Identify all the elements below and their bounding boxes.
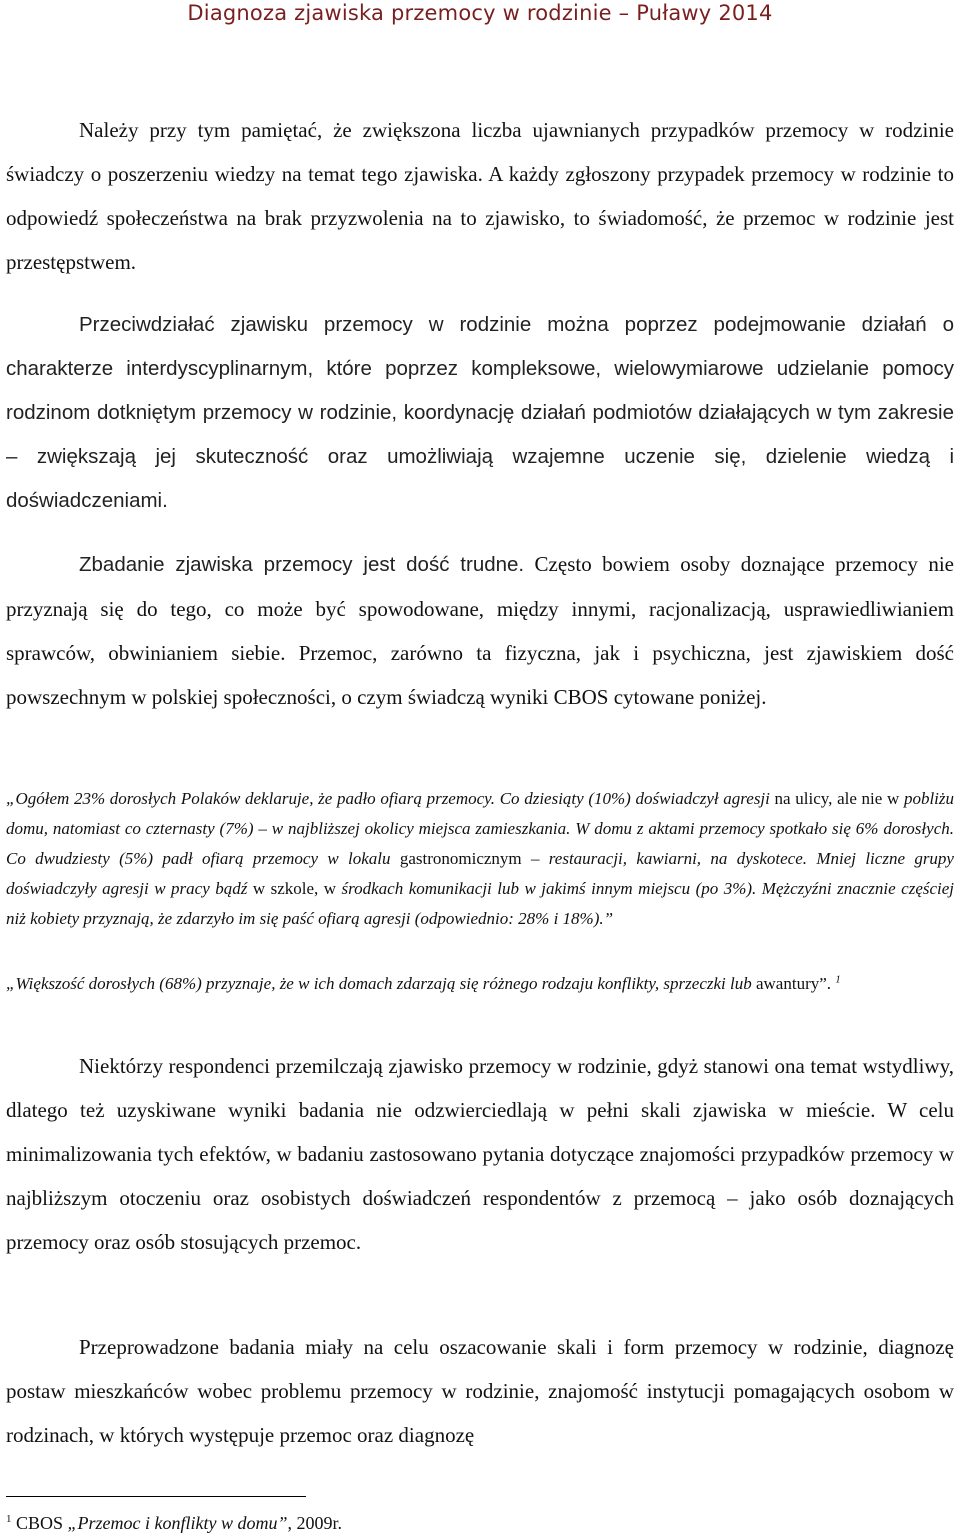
paragraph-difficulty-lead: Zbadanie zjawiska przemocy jest dość trudne.: [79, 553, 525, 576]
footnote-divider: [6, 1496, 306, 1497]
paragraph-difficulty-body: Często bowiem osoby doznające przemocy nie przyznają się do tego, co może być spowodowane, między innymi, racjonalizacją, usprawiedliwianiem sprawców, obwinianiem siebie. Przemoc, zarówno ta fizyczna, jak i psychiczna, jest zjawiskiem dość powszechnym w polskiej społeczności, o czym świadczą wyniki CBOS cytowane poniżej.: [6, 552, 954, 709]
footnote: [6, 1511, 342, 1535]
quote1-part-f: w szkole, w: [252, 879, 342, 898]
quote2-part-a: „Większość dorosłych (68%) przyznaje, że w ich domach zdarzają się różnego rodzaju konflikty, sprzeczki lub: [6, 974, 756, 993]
footnote-number: 1: [6, 1513, 12, 1525]
paragraph-difficulty: [6, 542, 954, 719]
paragraph-respondents: Niektórzy respondenci przemilczają zjawisko przemocy w rodzinie, gdyż stanowi ona temat wstydliwy, dlatego też uzyskiwane wyniki badania nie odzwierciedlają w pełni skali zjawiska w mieście. W celu minimalizowania tych efektów, w badaniu zastosowano pytania dotyczące znajomości przypadków przemocy w najbliższym otoczeniu oraz osobistych doświadczeń respondentów z przemocą – jako osób doznających przemocy oraz osób stosujących przemoc.: [6, 1054, 954, 1254]
paragraph-research-goals: Przeprowadzone badania miały na celu oszacowanie skali i form przemocy w rodzinie, diagnozę postaw mieszkańców wobec problemu przemocy w rodzinie, znajomość instytucji pomagających osobom w rodzinach, w których występuje przemoc oraz diagnozę: [6, 1335, 954, 1447]
running-header: Diagnoza zjawiska przemocy w rodzinie – Puławy 2014: [187, 1, 773, 25]
quote1-part-d: gastronomicznym: [399, 849, 522, 868]
quote2-part-b: awantury”.: [755, 974, 832, 993]
quote1-part-c: pobliżu domu, natomiast co czternasty (7%) – w najbliższej okolicy miejsca zamieszkania. W domu z aktami przemocy spotkało się 6% dorosłych. Co dwudziesty (5%) padł ofiarą przemocy w lokalu: [6, 789, 954, 868]
footnote-ref[interactable]: 1: [835, 973, 841, 986]
footnote-title: „Przemoc i konflikty w domu”: [67, 1513, 288, 1533]
footnote-year: , 2009r.: [287, 1513, 343, 1533]
cbos-quote-1: [6, 784, 954, 934]
quote1-part-g: środkach komunikacji lub w jakimś innym miejscu (po 3%). Mężczyźni znacznie częściej niż kobiety przyznają, że zdarzyło im się paść ofiarą agresji (odpowiednio: 28% i 18%).”: [6, 879, 955, 928]
quote1-part-e: – restauracji, kawiarni, na dyskotece. Mniej liczne grupy doświadczyły agresji w pracy bądź: [6, 849, 954, 898]
quote1-part-a: „Ogółem 23% dorosłych Polaków deklaruje, że padło ofiarą przemocy. Co dziesiąty (10%) doświadczył agresji: [6, 789, 775, 808]
paragraph-prevention: Przeciwdziałać zjawisku przemocy w rodzinie można poprzez podejmowanie działań o charakterze interdyscyplinarnym, które poprzez kompleksowe, wielowymiarowe udzielanie pomocy rodzinom dotkniętym przemocy w rodzinie, koordynację działań podmiotów działających w tym zakresie – zwiększają jej skuteczność oraz umożliwiają wzajemne uczenie się, dzielenie wiedzą i doświadczeniami.: [6, 313, 954, 512]
footnote-source: CBOS: [11, 1513, 68, 1533]
cbos-quote-2: [6, 969, 841, 999]
paragraph-awareness: Należy przy tym pamiętać, że zwiększona liczba ujawnianych przypadków przemocy w rodzinie świadczy o poszerzeniu wiedzy na temat tego zjawiska. A każdy zgłoszony przypadek przemocy w rodzinie to odpowiedź społeczeństwa na brak przyzwolenia na to zjawisko, to świadomość, że przemoc w rodzinie jest przestępstwem.: [6, 118, 954, 274]
quote1-part-b: na ulicy, ale nie w: [774, 789, 904, 808]
